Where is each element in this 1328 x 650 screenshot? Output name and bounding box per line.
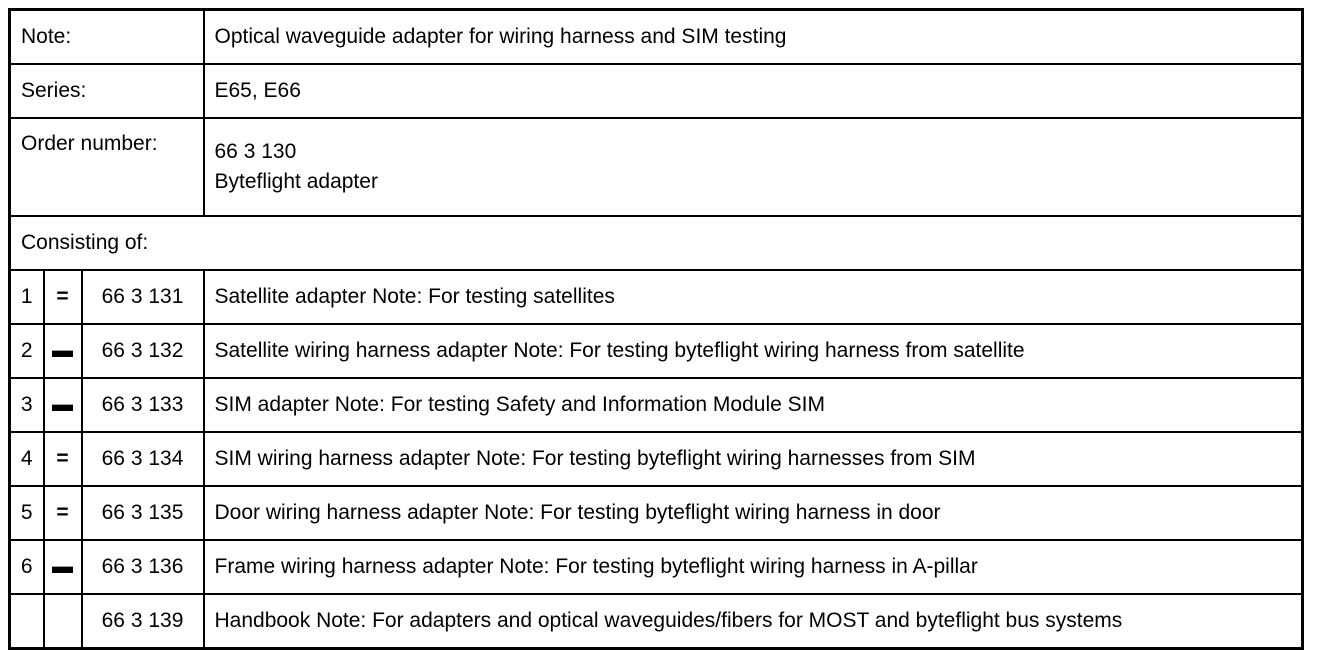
item-description: Handbook Note: For adapters and optical waveguides/fibers for MOST and byteflight bus systems [204, 594, 1303, 649]
item-description: Satellite wiring harness adapter Note: For testing byteflight wiring harness from satellite [204, 324, 1303, 378]
item-description: Satellite adapter Note: For testing satellites [204, 270, 1303, 324]
item-description: Door wiring harness adapter Note: For testing byteflight wiring harness in door [204, 486, 1303, 540]
item-mark: ▬ [44, 324, 82, 378]
item-part-number: 66 3 131 [82, 270, 204, 324]
item-number: 4 [10, 432, 44, 486]
spec-sheet [8, 8, 1304, 632]
item-mark: ▬ [44, 540, 82, 594]
table-row [10, 594, 1303, 649]
item-part-number: 66 3 136 [82, 540, 204, 594]
table-row [10, 270, 1303, 324]
item-part-number: 66 3 135 [82, 486, 204, 540]
table-row [10, 486, 1303, 540]
order-name: Byteflight adapter [214, 170, 378, 193]
item-mark: = [44, 432, 82, 486]
item-description: SIM wiring harness adapter Note: For testing byteflight wiring harnesses from SIM [204, 432, 1303, 486]
item-number: 1 [10, 270, 44, 324]
item-number: 2 [10, 324, 44, 378]
item-part-number: 66 3 132 [82, 324, 204, 378]
item-mark [44, 594, 82, 649]
order-number-label: Order number: [10, 118, 204, 216]
item-mark: = [44, 270, 82, 324]
note-label: Note: [10, 10, 204, 65]
item-number [10, 594, 44, 649]
item-part-number: 66 3 133 [82, 378, 204, 432]
order-number-value [204, 118, 1303, 216]
series-row [10, 64, 1303, 118]
item-mark: = [44, 486, 82, 540]
order-number: 66 3 130 [214, 140, 297, 163]
item-mark: ▬ [44, 378, 82, 432]
item-number: 3 [10, 378, 44, 432]
table-row [10, 324, 1303, 378]
series-label: Series: [10, 64, 204, 118]
item-number: 6 [10, 540, 44, 594]
series-value: E65, E66 [204, 64, 1303, 118]
item-description: Frame wiring harness adapter Note: For testing byteflight wiring harness in A-pillar [204, 540, 1303, 594]
table-row [10, 378, 1303, 432]
item-part-number: 66 3 134 [82, 432, 204, 486]
adapter-spec-table [8, 8, 1304, 650]
table-row [10, 432, 1303, 486]
item-number: 5 [10, 486, 44, 540]
order-number-row [10, 118, 1303, 216]
table-row [10, 540, 1303, 594]
consisting-of-label: Consisting of: [10, 216, 1303, 270]
item-part-number: 66 3 139 [82, 594, 204, 649]
note-row [10, 10, 1303, 65]
note-value: Optical waveguide adapter for wiring harness and SIM testing [204, 10, 1303, 65]
consisting-of-row [10, 216, 1303, 270]
item-description: SIM adapter Note: For testing Safety and Information Module SIM [204, 378, 1303, 432]
